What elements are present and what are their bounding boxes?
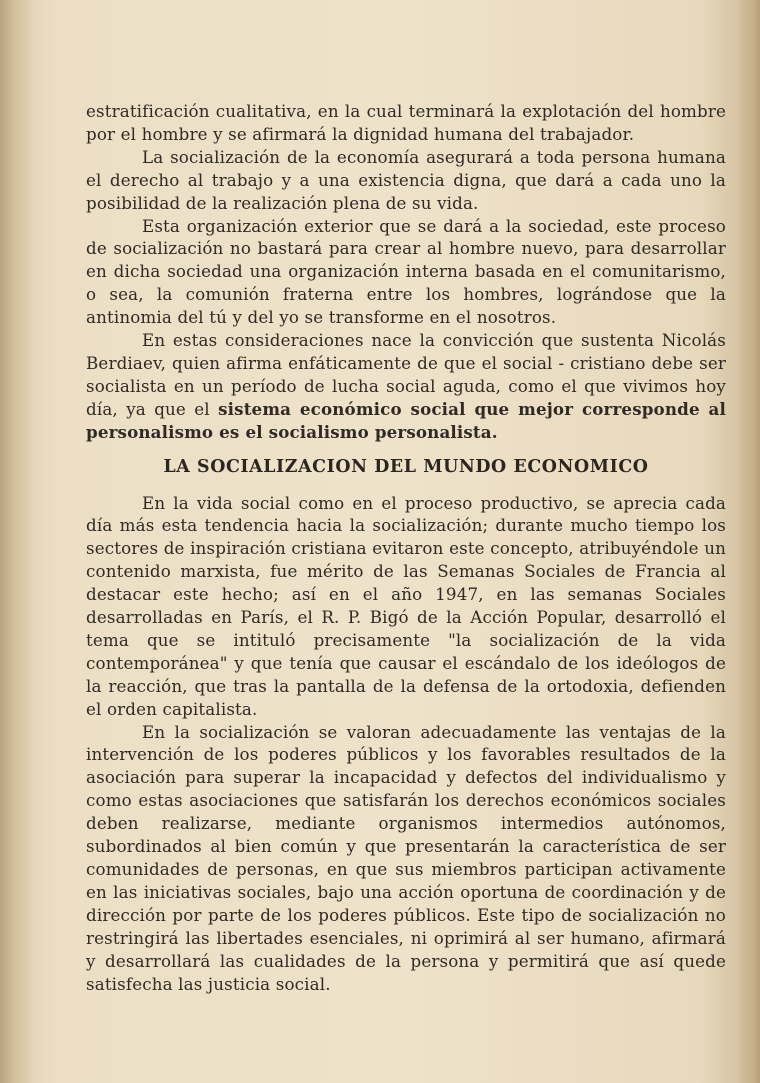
paragraph: estratificación cualitativa, en la cual terminará la explotación del hombre por el hombre y se afirmará la dignidad humana del trabajador. bbox=[86, 101, 726, 144]
section-heading: LA SOCIALIZACION DEL MUNDO ECONOMICO bbox=[163, 456, 649, 477]
paragraph: En la vida social como en el proceso productivo, se aprecia cada día más esta tendencia hacia la socialización; durante mucho tiempo los sectores de inspiración cristiana evitaron este concepto, atribuyéndole un contenido marxista, fue mérito de las Semanas Sociales de Francia al destacar este hecho; así en el año 1947, en las semanas Sociales desarrolladas en París, el R. P. Bigó de la Acción Popular, desarrolló el tema que se intituló precisamente "la socialización de la vida contemporánea" y que tenía que causar el escándalo de los ideólogos de la reacción, que tras la pantalla de la defensa de la ortodoxia, defienden el orden capitalista. bbox=[86, 492, 726, 719]
paragraph: Esta organización exterior que se dará a la sociedad, este proceso de socialización no bastará para crear al hombre nuevo, para desarrollar en dicha sociedad una organización interna basada en el comunitarismo, o sea, la comunión fraterna entre los hombres, lográndose que la antinomia del tú y del yo se transforme en el nosotros. bbox=[86, 215, 726, 328]
paragraph-text: En estas consideraciones nace la convicción que sustenta Nicolás Berdiaev, quien afirma enfáticamente de que el social - cristiano debe ser socialista en un período de lucha social aguda, como el que vivimos hoy día, ya que el bbox=[86, 330, 726, 419]
page-binding-shadow bbox=[0, 0, 34, 1083]
paragraph: La socialización de la economía asegurará a toda persona humana el derecho al trabajo y a una existencia digna, que dará a cada uno la posibilidad de la realización plena de su vida. bbox=[86, 146, 726, 213]
page-right-edge bbox=[738, 0, 760, 1083]
paragraph bbox=[86, 329, 726, 444]
document-body bbox=[86, 100, 726, 995]
paragraph: En la socialización se valoran adecuadamente las ventajas de la intervención de los poderes públicos y los favorables resultados de la asociación para superar la incapacidad y defectos del individualismo y como estas asociaciones que satisfarán los derechos económicos sociales deben realizarse, mediante organismos intermedios autónomos, subordinados al bien común y que presentarán la característica de ser comunidades de personas, en que sus miembros participan activamente en las iniciativas sociales, bajo una acción oportuna de coordinación y de dirección por parte de los poderes públicos. Este tipo de socialización no restringirá las libertades esenciales, ni oprimirá al ser humano, afirmará y desarrollará las cualidades de la persona y permitirá que así quede satisfecha las justicia social. bbox=[86, 721, 726, 994]
emphasized-text: sistema económico social que mejor corresponde al personalismo es el socialismo personalista. bbox=[86, 398, 726, 442]
